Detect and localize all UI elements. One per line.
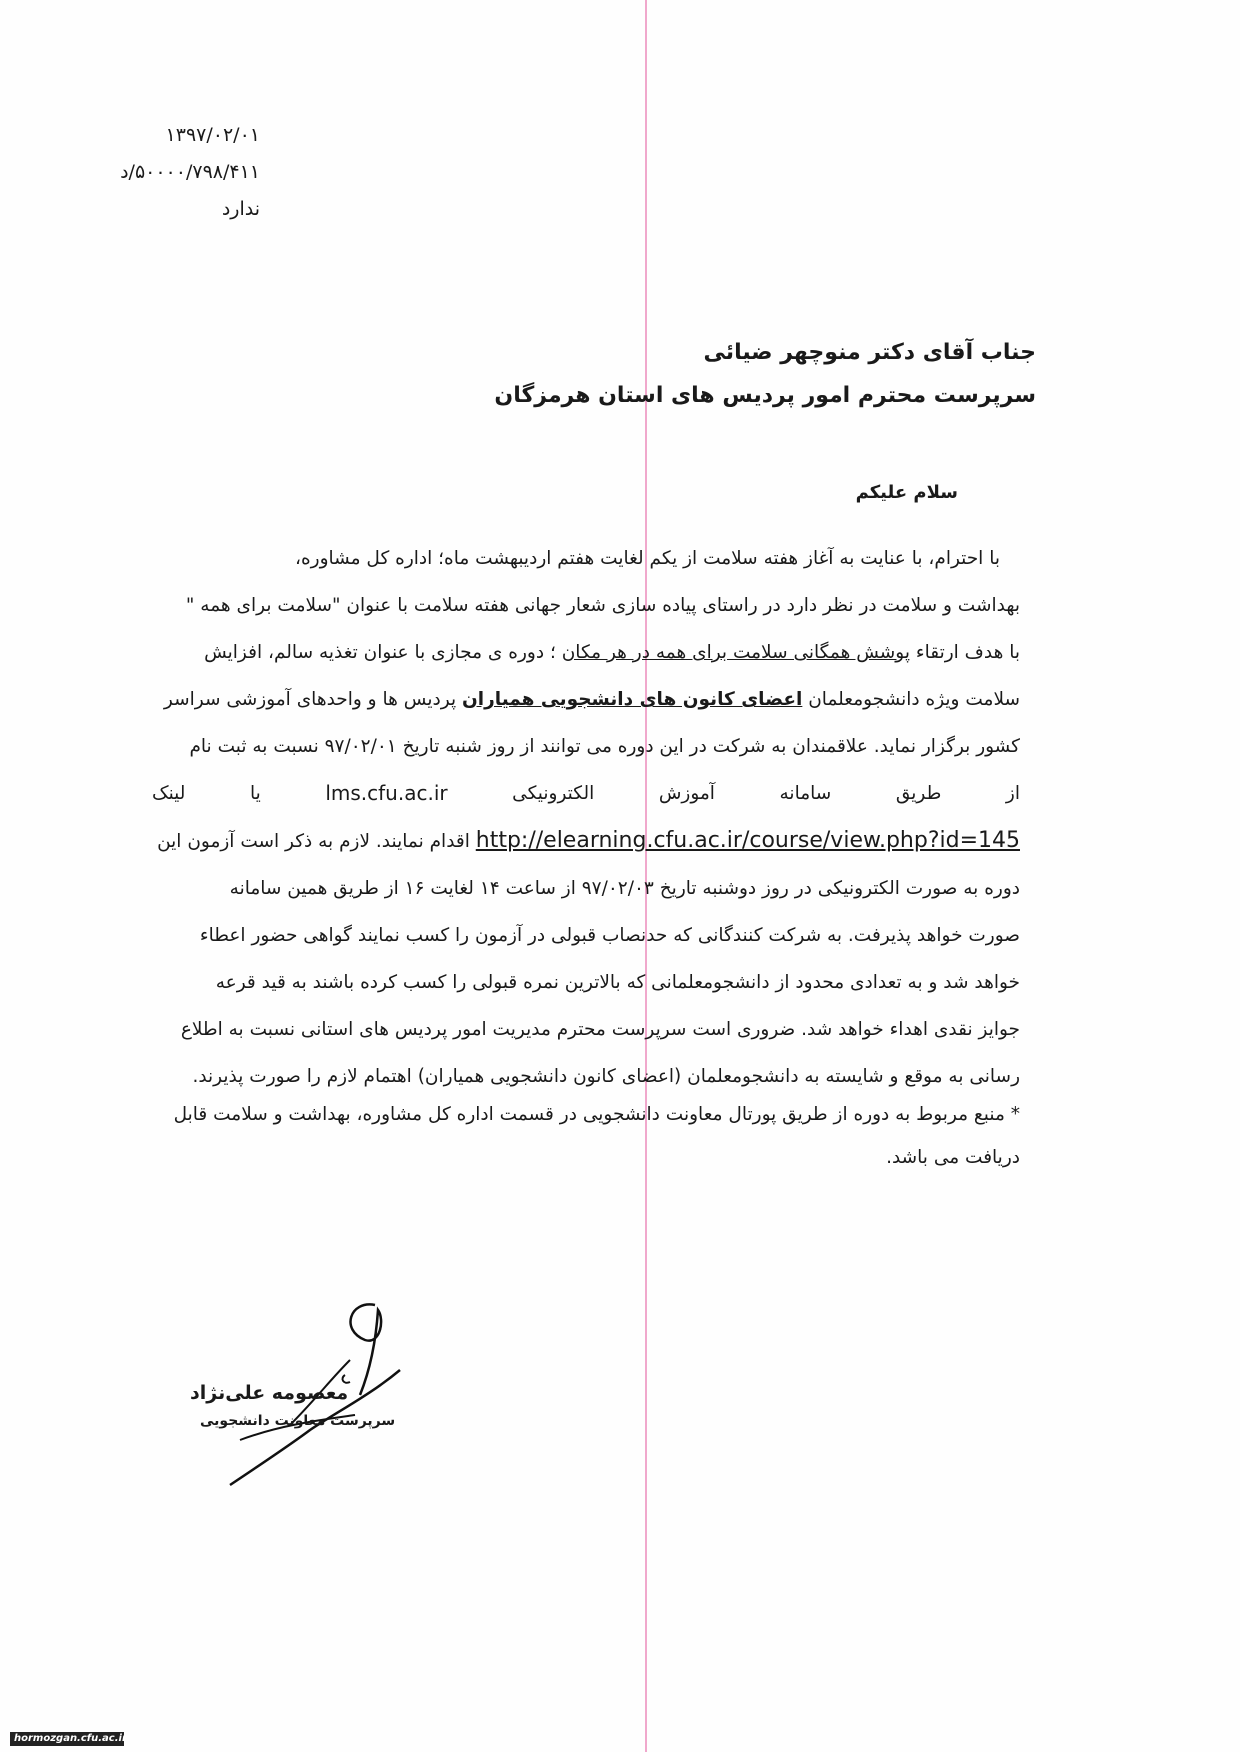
body-line: با هدف ارتقاء پوشش همگانی سلامت برای همه در هر مکان ؛ دوره ی مجازی با عنوان تغذیه سالم، افزایش: [204, 642, 1020, 663]
body-line: از طریق سامانه آموزش الکترونیکی lms.cfu.ac.ir یا لینک: [152, 770, 1020, 817]
footer-website: hormozgan.cfu.ac.ir: [10, 1732, 124, 1746]
body-line: صورت خواهد پذیرفت. به شرکت کنندگانی که حدنصاب قبولی در آزمون را کسب نمایند گواهی حضور اعطاء: [199, 925, 1020, 946]
body-line: با احترام، با عنایت به آغاز هفته سلامت از یکم لغایت هفتم اردیبهشت ماه؛ اداره کل مشاوره،: [294, 548, 1000, 569]
note-line: دریافت می باشد.: [886, 1147, 1020, 1168]
resource-note: [135, 1093, 1020, 1179]
letter-date: ۱۳۹۷/۰۲/۰۱: [165, 124, 260, 146]
body-line: خواهد شد و به تعدادی محدود از دانشجومعلمانی که بالاترین نمره قبولی را کسب کرده باشند به قید قرعه: [215, 972, 1020, 993]
body-line: دوره به صورت الکترونیکی در روز دوشنبه تاریخ ۹۷/۰۲/۰۳ از ساعت ۱۴ لغایت ۱۶ از طریق همین سامانه: [229, 878, 1020, 899]
course-link[interactable]: http://elearning.cfu.ac.ir/course/view.php?id=145: [475, 828, 1020, 853]
signatory-title: سرپرست معاونت دانشجویی: [200, 1413, 396, 1429]
recipient-title: سرپرست محترم امور پردیس های استان هرمزگان: [494, 383, 1036, 408]
signatory-name: معصومه علی‌نژاد: [190, 1382, 349, 1404]
underlined-phrase: پوشش همگانی سلامت برای همه در هر مکان: [561, 642, 910, 663]
body-line: جوایز نقدی اهداء خواهد شد. ضروری است سرپرست محترم مدیریت امور پردیس های استانی نسبت به اطلاع: [180, 1019, 1020, 1040]
note-line: * منبع مربوط به دوره از طریق پورتال معاونت دانشجویی در قسمت اداره کل مشاوره، بهداشت و سلامت قابل: [173, 1104, 1020, 1125]
body-line: کشور برگزار نماید. علاقمندان به شرکت در این دوره می توانند از روز شنبه تاریخ ۹۷/۰۲/۰۱ نسبت به ثبت نام: [189, 736, 1020, 757]
letter-number: ۵۰۰۰۰/۷۹۸/۴۱۱/د: [120, 161, 260, 183]
letter-attachment: ندارد: [221, 198, 260, 220]
greeting: سلام علیکم: [855, 482, 958, 503]
letter-body: [152, 535, 1020, 1100]
lms-link[interactable]: lms.cfu.ac.ir: [325, 781, 448, 805]
underlined-bold-phrase: اعضای کانون های دانشجویی همیاران: [461, 689, 803, 710]
body-line: رسانی به موقع و شایسته به دانشجومعلمان (اعضای کانون دانشجویی همیاران) اهتمام لازم را صورت پذیرند.: [192, 1066, 1020, 1087]
body-line: http://elearning.cfu.ac.ir/course/view.php?id=145 اقدام نمایند. لازم به ذکر است آزمون این: [157, 828, 1020, 853]
body-line: سلامت ویژه دانشجومعلمان اعضای کانون های دانشجویی همیاران پردیس ها و واحدهای آموزشی سراسر: [163, 689, 1020, 710]
recipient-name: جناب آقای دکتر منوچهر ضیائی: [703, 340, 1036, 365]
body-line: بهداشت و سلامت در نظر دارد در راستای پیاده سازی شعار جهانی هفته سلامت با عنوان "سلامت برای همه ": [185, 595, 1020, 616]
